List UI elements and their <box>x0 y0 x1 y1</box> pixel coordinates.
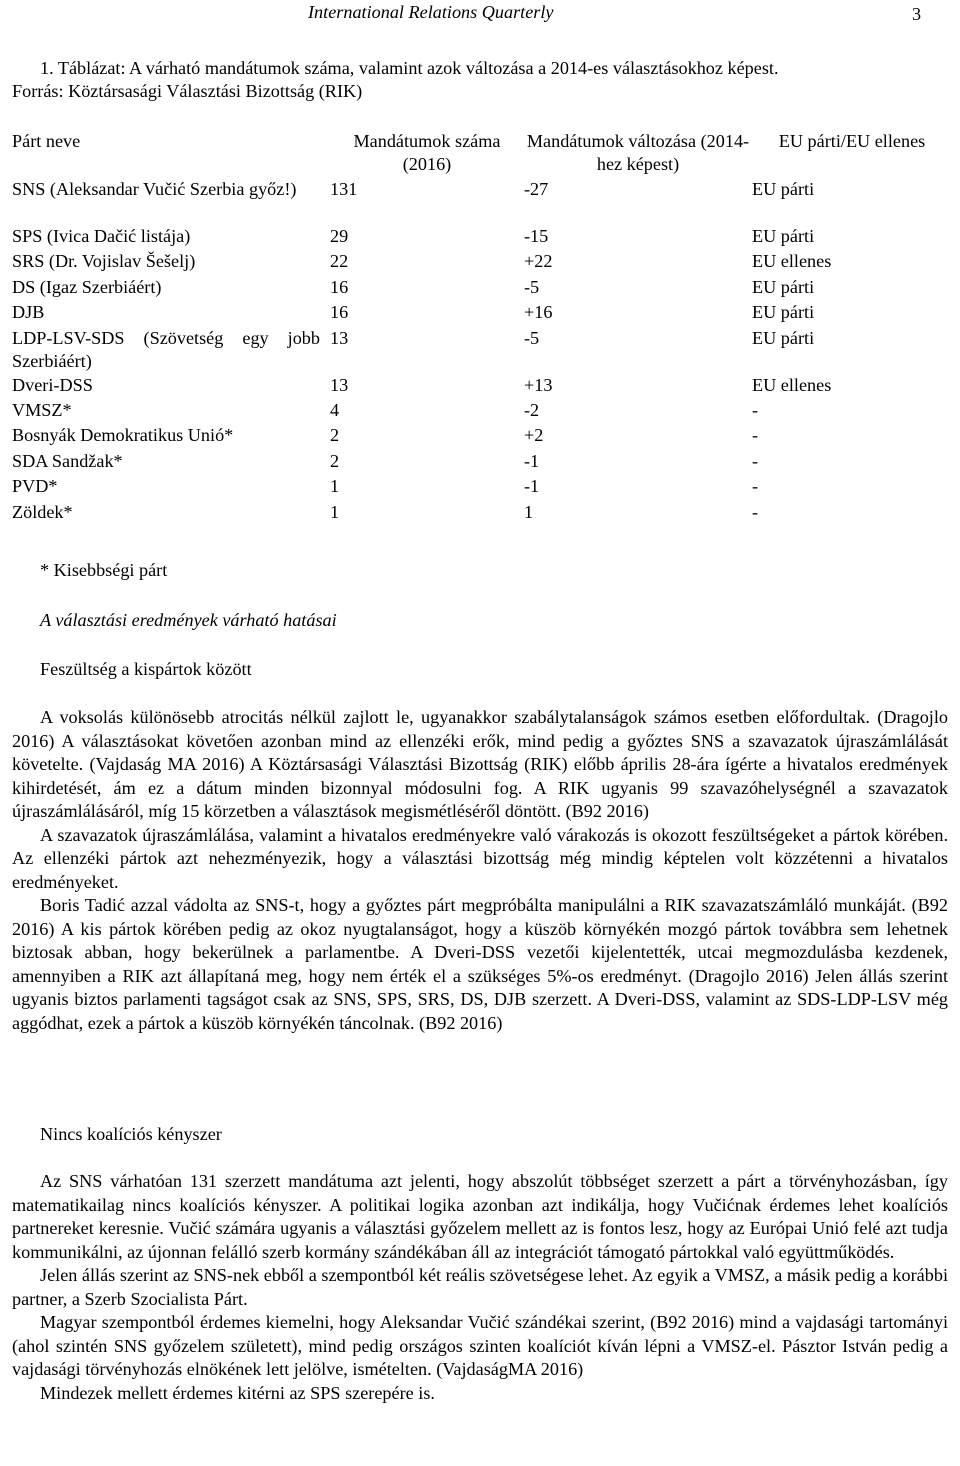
table-row <box>12 450 952 475</box>
table-caption <box>12 57 952 104</box>
seats-value: 2 <box>330 425 340 446</box>
party-name: SRS (Dr. Vojislav Šešelj) <box>12 251 196 272</box>
table-row <box>12 225 952 250</box>
eu-stance: - <box>752 425 759 446</box>
seats-value: 22 <box>330 251 349 272</box>
party-name: DJB <box>12 302 45 323</box>
seats-value: 4 <box>330 399 340 420</box>
eu-stance: EU ellenes <box>752 374 832 395</box>
party-name: PVD* <box>12 476 58 497</box>
table-row <box>12 276 952 301</box>
change-value: -5 <box>524 276 540 297</box>
eu-stance: EU párti <box>752 327 815 348</box>
change-value: +13 <box>524 374 553 395</box>
party-name: LDP-LSV-SDS (Szövetség egy jobb Szerbiáért) <box>12 327 320 371</box>
seats-value: 16 <box>330 302 349 323</box>
section2-body <box>12 1170 948 1405</box>
eu-stance: EU párti <box>752 226 815 246</box>
change-value: -1 <box>524 476 540 497</box>
seats-value: 13 <box>330 374 349 395</box>
table-header-row <box>12 130 952 178</box>
eu-stance: EU ellenes <box>752 251 832 272</box>
journal-title: International Relations Quarterly <box>308 2 554 22</box>
party-name: Dveri-DSS <box>12 374 93 395</box>
table-row <box>12 327 952 374</box>
section-heading: A választási eredmények várható hatásai <box>40 610 337 630</box>
paragraph: Boris Tadić azzal vádolta az SNS-t, hogy a győztes párt megpróbálta manipulálni a RIK szavazatszámláló munkáját. (B92 2016) A kis pártok körében pedig az okoz nyugtalanságot, hogy a küszöb környékén mozgó pártok továbbra sem lehetnek biztosak abban, hogy bekerülnek a parlamentbe. A Dveri-DSS vezetői kijelentették, utcai megmozdulásba kezdenek, amennyiben a RIK azt állapítaná meg, hogy nem érték el a szükséges 5%-os eredményt. (Dragojlo 2016) Jelen állás szerint ugyanis biztos parlamenti tagságot csak az SNS, SPS, SRS, DS, DJB szerzett. A Dveri-DSS, valamint az SDS-LDP-LSV még aggódhat, ezek a pártok a küszöb környékén táncolnak. (B92 2016) <box>12 895 948 1033</box>
section1-body <box>12 706 948 1035</box>
party-name: DS (Igaz Szerbiáért) <box>12 276 162 297</box>
eu-stance: - <box>752 399 759 420</box>
table-row <box>12 250 952 275</box>
column-header-party: Párt neve <box>12 131 81 151</box>
paragraph: Jelen állás szerint az SNS-nek ebből a szempontból két reális szövetségese lehet. Az egyik a VMSZ, a másik pedig a korábbi partner, a Szerb Szocialista Párt. <box>12 1265 948 1309</box>
change-value: +16 <box>524 302 553 323</box>
column-header-change: Mandátumok változása (2014-hez képest) <box>526 131 750 175</box>
party-name: Bosnyák Demokratikus Unió* <box>12 425 234 446</box>
seats-value: 2 <box>330 450 340 471</box>
table-footnote: * Kisebbségi párt <box>40 560 168 580</box>
change-value: +22 <box>524 251 553 272</box>
seats-value: 13 <box>330 327 349 348</box>
seats-value: 16 <box>330 276 349 297</box>
change-value: -15 <box>524 226 549 246</box>
seats-value: 131 <box>330 179 358 199</box>
seats-value: 1 <box>330 476 340 497</box>
party-name: Zöldek* <box>12 501 73 522</box>
column-header-eu: EU párti/EU ellenes <box>778 131 926 151</box>
mandates-table <box>12 130 952 526</box>
change-value: -2 <box>524 399 540 420</box>
table-row <box>12 374 952 399</box>
eu-stance: - <box>752 501 759 522</box>
seats-value: 1 <box>330 501 340 522</box>
eu-stance: EU párti <box>752 276 815 297</box>
table-row <box>12 501 952 526</box>
paragraph: A szavazatok újraszámlálása, valamint a hivatalos eredményekre való várakozás is okozott feszültségeket a pártok körében. Az ellenzéki pártok azt nehezményezik, hogy a választási bizottság még mindig képtelen volt közzétenni a hivatalos eredményeket. <box>12 824 948 892</box>
eu-stance: - <box>752 476 759 497</box>
change-value: -1 <box>524 450 540 471</box>
party-name: VMSZ* <box>12 399 72 420</box>
eu-stance: EU párti <box>752 302 815 323</box>
paragraph: Mindezek mellett érdemes kitérni az SPS szerepére is. <box>40 1382 435 1403</box>
page-number: 3 <box>912 4 922 24</box>
table-row <box>12 424 952 449</box>
change-value: -5 <box>524 327 540 348</box>
table-row <box>12 178 952 225</box>
table-caption-title: 1. Táblázat: A várható mandátumok száma, valamint azok változása a 2014-es választásokhoz képest. <box>40 58 779 78</box>
table-row <box>12 475 952 500</box>
eu-stance: - <box>752 450 759 471</box>
change-value: -27 <box>524 179 549 199</box>
table-row <box>12 399 952 424</box>
subheading-tension: Feszültség a kispártok között <box>40 659 252 679</box>
change-value: +2 <box>524 425 544 446</box>
page-header <box>0 1 960 27</box>
table-row <box>12 301 952 326</box>
change-value: 1 <box>524 501 534 522</box>
eu-stance: EU párti <box>752 179 815 199</box>
party-name: SDA Sandžak* <box>12 450 123 471</box>
subheading-coalition: Nincs koalíciós kényszer <box>40 1124 222 1144</box>
paragraph: Az SNS várhatóan 131 szerzett mandátuma azt jelenti, hogy abszolút többséget szerzett a párt a törvényhozásban, így matematikailag nincs koalíciós kényszer. A politikai logika azonban azt indikálja, hogy Vučićnak érdemes lehet koalíciós partnereket keresnie. Vučić számára ugyanis a választási győzelem mellett az is fontos lesz, hogy az Európai Unió felé azt tudja kommunikálni, az újonnan felálló szerb kormány szándékában áll az integrációt támogató pártokkal való együttműködés. <box>12 1171 948 1262</box>
paragraph: A voksolás különösebb atrocitás nélkül zajlott le, ugyanakkor szabálytalanságok számos esetben előfordultak. (Dragojlo 2016) A választásokat követően azonban mind az ellenzéki erők, mind pedig a győztes SNS a szavazatok újraszámlálását követelte. (Vajdaság MA 2016) A Köztársasági Választási Bizottság (RIK) előbb április 28-ára ígérte a hivatalos eredmények kihirdetését, ám ez a dátum minden bizonnyal módosulni fog. A RIK ugyanis 99 szavazóhelységnél a szavazatok újraszámlálásáról, míg 15 körzetben a választások megismétléséről döntött. (B92 2016) <box>12 707 948 821</box>
seats-value: 29 <box>330 226 349 246</box>
party-name: SNS (Aleksandar Vučić Szerbia győz!) <box>12 179 297 199</box>
paragraph: Magyar szempontból érdemes kiemelni, hogy Aleksandar Vučić szándékai szerint, (B92 2016) mind a vajdasági tartományi (ahol szintén SNS győzelem született), mind pedig országos szinten koalíciót kíván lépni a VMSZ-el. Pásztor István pedig a vajdasági törvényhozás elnökének lett jelölve, ismételten. (VajdaságMA 2016) <box>12 1312 948 1379</box>
table-caption-source: Forrás: Köztársasági Választási Bizottság (RIK) <box>12 81 363 102</box>
column-header-seats: Mandátumok száma (2016) <box>353 131 501 175</box>
party-name: SPS (Ivica Dačić listája) <box>12 226 191 246</box>
